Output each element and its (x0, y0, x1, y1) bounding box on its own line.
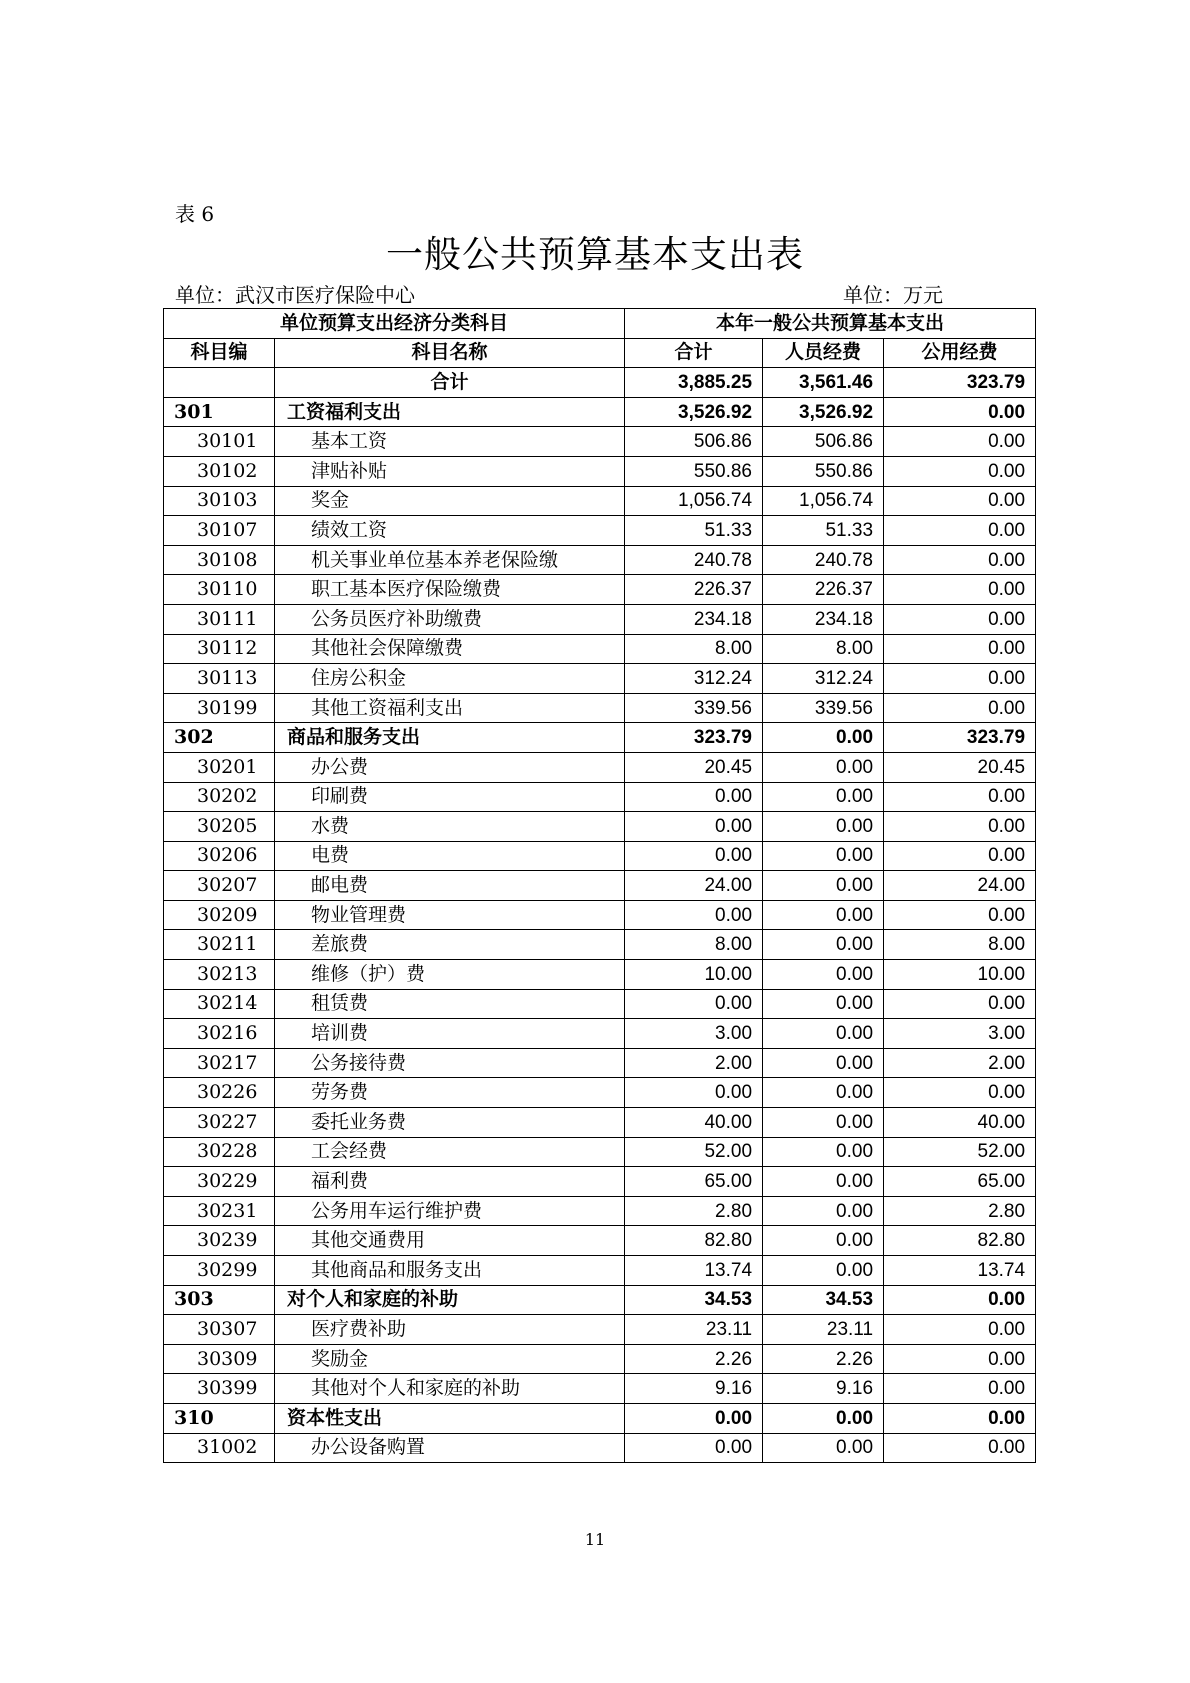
personnel-cell: 0.00 (763, 930, 884, 960)
name-cell: 住房公积金 (275, 664, 625, 694)
total-cell: 0.00 (625, 1078, 763, 1108)
total-cell: 0.00 (625, 782, 763, 812)
personnel-cell: 0.00 (763, 1167, 884, 1197)
total-cell: 82.80 (625, 1226, 763, 1256)
public-cell: 0.00 (884, 693, 1036, 723)
public-cell: 40.00 (884, 1108, 1036, 1138)
public-cell: 82.80 (884, 1226, 1036, 1256)
name-cell: 工会经费 (275, 1137, 625, 1167)
total-cell: 24.00 (625, 871, 763, 901)
public-cell: 323.79 (884, 368, 1036, 398)
table-row (164, 575, 1036, 605)
table-row (164, 634, 1036, 664)
total-cell: 339.56 (625, 693, 763, 723)
code-cell: 303 (164, 1285, 275, 1315)
total-cell: 8.00 (625, 930, 763, 960)
name-cell: 其他社会保障缴费 (275, 634, 625, 664)
total-cell: 9.16 (625, 1374, 763, 1404)
personnel-cell: 0.00 (763, 1256, 884, 1286)
table-row (164, 545, 1036, 575)
total-cell: 52.00 (625, 1137, 763, 1167)
name-cell: 合计 (275, 368, 625, 398)
public-cell: 0.00 (884, 427, 1036, 457)
total-cell: 51.33 (625, 516, 763, 546)
total-cell: 10.00 (625, 960, 763, 990)
name-cell: 其他工资福利支出 (275, 693, 625, 723)
public-cell: 0.00 (884, 1344, 1036, 1374)
code-cell: 30228 (164, 1137, 275, 1167)
total-cell: 3,885.25 (625, 368, 763, 398)
code-cell: 30207 (164, 871, 275, 901)
name-cell: 租赁费 (275, 989, 625, 1019)
page-number: 11 (584, 1530, 606, 1549)
personnel-cell: 3,561.46 (763, 368, 884, 398)
public-cell: 0.00 (884, 782, 1036, 812)
name-cell: 医疗费补助 (275, 1315, 625, 1345)
name-cell: 劳务费 (275, 1078, 625, 1108)
name-cell: 办公设备购置 (275, 1433, 625, 1463)
public-cell: 0.00 (884, 664, 1036, 694)
page-title: 一般公共预算基本支出表 (386, 233, 804, 276)
total-cell: 3,526.92 (625, 397, 763, 427)
personnel-cell: 0.00 (763, 1137, 884, 1167)
table-row (164, 1019, 1036, 1049)
table-row (164, 486, 1036, 516)
table-row (164, 516, 1036, 546)
total-cell: 506.86 (625, 427, 763, 457)
name-cell: 邮电费 (275, 871, 625, 901)
table-row (164, 1344, 1036, 1374)
name-cell: 资本性支出 (275, 1403, 625, 1433)
name-cell: 机关事业单位基本养老保险缴 (275, 545, 625, 575)
public-cell: 0.00 (884, 604, 1036, 634)
total-cell: 65.00 (625, 1167, 763, 1197)
public-cell: 0.00 (884, 1285, 1036, 1315)
name-cell: 维修（护）费 (275, 960, 625, 990)
table-row (164, 752, 1036, 782)
public-cell: 65.00 (884, 1167, 1036, 1197)
name-cell: 其他商品和服务支出 (275, 1256, 625, 1286)
table-row (164, 1226, 1036, 1256)
header-public: 公用经费 (884, 338, 1036, 368)
public-cell: 0.00 (884, 516, 1036, 546)
table-row (164, 604, 1036, 634)
code-cell: 30111 (164, 604, 275, 634)
code-cell: 30101 (164, 427, 275, 457)
code-cell: 30216 (164, 1019, 275, 1049)
total-row (164, 368, 1036, 398)
name-cell: 公务接待费 (275, 1048, 625, 1078)
table-row (164, 1137, 1036, 1167)
code-cell: 310 (164, 1403, 275, 1433)
table-row (164, 841, 1036, 871)
name-cell: 基本工资 (275, 427, 625, 457)
name-cell: 工资福利支出 (275, 397, 625, 427)
category-row (164, 397, 1036, 427)
public-cell: 24.00 (884, 871, 1036, 901)
total-cell: 2.00 (625, 1048, 763, 1078)
total-cell: 8.00 (625, 634, 763, 664)
unit-organization: 单位：武汉市医疗保险中心 (175, 283, 415, 307)
code-cell: 30209 (164, 900, 275, 930)
personnel-cell: 0.00 (763, 1433, 884, 1463)
personnel-cell: 0.00 (763, 1078, 884, 1108)
name-cell: 对个人和家庭的补助 (275, 1285, 625, 1315)
total-cell: 2.80 (625, 1196, 763, 1226)
personnel-cell: 23.11 (763, 1315, 884, 1345)
personnel-cell: 506.86 (763, 427, 884, 457)
total-cell: 0.00 (625, 989, 763, 1019)
header-group-row (164, 309, 1036, 339)
public-cell: 0.00 (884, 1078, 1036, 1108)
public-cell: 8.00 (884, 930, 1036, 960)
table-row (164, 664, 1036, 694)
personnel-cell: 0.00 (763, 723, 884, 753)
table-row (164, 1167, 1036, 1197)
personnel-cell: 0.00 (763, 960, 884, 990)
table-row (164, 960, 1036, 990)
header-code: 科目编 (164, 338, 275, 368)
total-cell: 23.11 (625, 1315, 763, 1345)
code-cell: 30201 (164, 752, 275, 782)
code-cell: 30199 (164, 693, 275, 723)
header-column-row (164, 338, 1036, 368)
table-row (164, 1108, 1036, 1138)
code-cell: 30307 (164, 1315, 275, 1345)
personnel-cell: 0.00 (763, 1226, 884, 1256)
name-cell: 商品和服务支出 (275, 723, 625, 753)
public-cell: 323.79 (884, 723, 1036, 753)
name-cell: 绩效工资 (275, 516, 625, 546)
table-row (164, 427, 1036, 457)
public-cell: 0.00 (884, 900, 1036, 930)
code-cell: 31002 (164, 1433, 275, 1463)
header-group-right: 本年一般公共预算基本支出 (625, 309, 1036, 339)
public-cell: 13.74 (884, 1256, 1036, 1286)
public-cell: 0.00 (884, 634, 1036, 664)
total-cell: 1,056.74 (625, 486, 763, 516)
table-row (164, 1374, 1036, 1404)
total-cell: 20.45 (625, 752, 763, 782)
code-cell: 30110 (164, 575, 275, 605)
code-cell: 30214 (164, 989, 275, 1019)
code-cell: 301 (164, 397, 275, 427)
code-cell: 30226 (164, 1078, 275, 1108)
public-cell: 0.00 (884, 989, 1036, 1019)
public-cell: 0.00 (884, 1433, 1036, 1463)
code-cell: 30239 (164, 1226, 275, 1256)
code-cell: 30217 (164, 1048, 275, 1078)
table-row (164, 989, 1036, 1019)
public-cell: 2.00 (884, 1048, 1036, 1078)
personnel-cell: 234.18 (763, 604, 884, 634)
public-cell: 0.00 (884, 841, 1036, 871)
total-cell: 0.00 (625, 900, 763, 930)
public-cell: 0.00 (884, 575, 1036, 605)
public-cell: 0.00 (884, 456, 1036, 486)
total-cell: 312.24 (625, 664, 763, 694)
code-cell: 30299 (164, 1256, 275, 1286)
total-cell: 13.74 (625, 1256, 763, 1286)
personnel-cell: 0.00 (763, 1403, 884, 1433)
total-cell: 0.00 (625, 812, 763, 842)
total-cell: 0.00 (625, 1433, 763, 1463)
total-cell: 34.53 (625, 1285, 763, 1315)
header-total: 合计 (625, 338, 763, 368)
code-cell: 30213 (164, 960, 275, 990)
code-cell: 30103 (164, 486, 275, 516)
public-cell: 0.00 (884, 486, 1036, 516)
table-row (164, 456, 1036, 486)
code-cell: 30231 (164, 1196, 275, 1226)
category-row (164, 1403, 1036, 1433)
public-cell: 0.00 (884, 812, 1036, 842)
personnel-cell: 1,056.74 (763, 486, 884, 516)
category-row (164, 723, 1036, 753)
category-row (164, 1285, 1036, 1315)
public-cell: 3.00 (884, 1019, 1036, 1049)
header-name: 科目名称 (275, 338, 625, 368)
code-cell: 30113 (164, 664, 275, 694)
code-cell: 30206 (164, 841, 275, 871)
name-cell: 电费 (275, 841, 625, 871)
table-row (164, 1048, 1036, 1078)
code-cell: 30227 (164, 1108, 275, 1138)
total-cell: 3.00 (625, 1019, 763, 1049)
personnel-cell: 0.00 (763, 1048, 884, 1078)
public-cell: 0.00 (884, 545, 1036, 575)
total-cell: 226.37 (625, 575, 763, 605)
total-cell: 234.18 (625, 604, 763, 634)
personnel-cell: 0.00 (763, 1019, 884, 1049)
table-row (164, 930, 1036, 960)
code-cell: 30229 (164, 1167, 275, 1197)
name-cell: 奖金 (275, 486, 625, 516)
code-cell: 30399 (164, 1374, 275, 1404)
personnel-cell: 550.86 (763, 456, 884, 486)
total-cell: 40.00 (625, 1108, 763, 1138)
table-label: 表 6 (175, 202, 215, 226)
table-row (164, 1315, 1036, 1345)
public-cell: 0.00 (884, 397, 1036, 427)
personnel-cell: 0.00 (763, 1196, 884, 1226)
table-row (164, 871, 1036, 901)
total-cell: 2.26 (625, 1344, 763, 1374)
public-cell: 0.00 (884, 1315, 1036, 1345)
personnel-cell: 0.00 (763, 871, 884, 901)
table-row (164, 900, 1036, 930)
public-cell: 52.00 (884, 1137, 1036, 1167)
personnel-cell: 2.26 (763, 1344, 884, 1374)
personnel-cell: 0.00 (763, 1108, 884, 1138)
name-cell: 差旅费 (275, 930, 625, 960)
name-cell: 培训费 (275, 1019, 625, 1049)
total-cell: 0.00 (625, 841, 763, 871)
name-cell: 福利费 (275, 1167, 625, 1197)
personnel-cell: 34.53 (763, 1285, 884, 1315)
public-cell: 0.00 (884, 1374, 1036, 1404)
code-cell: 30102 (164, 456, 275, 486)
public-cell: 10.00 (884, 960, 1036, 990)
personnel-cell: 0.00 (763, 900, 884, 930)
personnel-cell: 9.16 (763, 1374, 884, 1404)
table-row (164, 1078, 1036, 1108)
table-body (164, 368, 1036, 1463)
budget-table (163, 308, 1036, 1463)
name-cell: 公务员医疗补助缴费 (275, 604, 625, 634)
name-cell: 其他对个人和家庭的补助 (275, 1374, 625, 1404)
public-cell: 20.45 (884, 752, 1036, 782)
table-row (164, 1256, 1036, 1286)
total-cell: 240.78 (625, 545, 763, 575)
personnel-cell: 0.00 (763, 782, 884, 812)
code-cell: 30205 (164, 812, 275, 842)
personnel-cell: 0.00 (763, 812, 884, 842)
name-cell: 物业管理费 (275, 900, 625, 930)
personnel-cell: 226.37 (763, 575, 884, 605)
personnel-cell: 240.78 (763, 545, 884, 575)
personnel-cell: 51.33 (763, 516, 884, 546)
code-cell: 30309 (164, 1344, 275, 1374)
code-cell (164, 368, 275, 398)
personnel-cell: 3,526.92 (763, 397, 884, 427)
personnel-cell: 0.00 (763, 841, 884, 871)
total-cell: 0.00 (625, 1403, 763, 1433)
unit-currency: 单位：万元 (843, 283, 943, 307)
code-cell: 30107 (164, 516, 275, 546)
name-cell: 公务用车运行维护费 (275, 1196, 625, 1226)
code-cell: 30202 (164, 782, 275, 812)
table-row (164, 1196, 1036, 1226)
name-cell: 印刷费 (275, 782, 625, 812)
code-cell: 30112 (164, 634, 275, 664)
personnel-cell: 0.00 (763, 752, 884, 782)
name-cell: 职工基本医疗保险缴费 (275, 575, 625, 605)
table-row (164, 812, 1036, 842)
personnel-cell: 8.00 (763, 634, 884, 664)
name-cell: 奖励金 (275, 1344, 625, 1374)
code-cell: 30108 (164, 545, 275, 575)
table-row (164, 693, 1036, 723)
code-cell: 302 (164, 723, 275, 753)
total-cell: 550.86 (625, 456, 763, 486)
name-cell: 水费 (275, 812, 625, 842)
total-cell: 323.79 (625, 723, 763, 753)
code-cell: 30211 (164, 930, 275, 960)
table-row (164, 782, 1036, 812)
personnel-cell: 0.00 (763, 989, 884, 1019)
public-cell: 2.80 (884, 1196, 1036, 1226)
header-group-left: 单位预算支出经济分类科目 (164, 309, 625, 339)
name-cell: 津贴补贴 (275, 456, 625, 486)
table-row (164, 1433, 1036, 1463)
name-cell: 办公费 (275, 752, 625, 782)
header-personnel: 人员经费 (763, 338, 884, 368)
public-cell: 0.00 (884, 1403, 1036, 1433)
personnel-cell: 339.56 (763, 693, 884, 723)
personnel-cell: 312.24 (763, 664, 884, 694)
name-cell: 其他交通费用 (275, 1226, 625, 1256)
name-cell: 委托业务费 (275, 1108, 625, 1138)
